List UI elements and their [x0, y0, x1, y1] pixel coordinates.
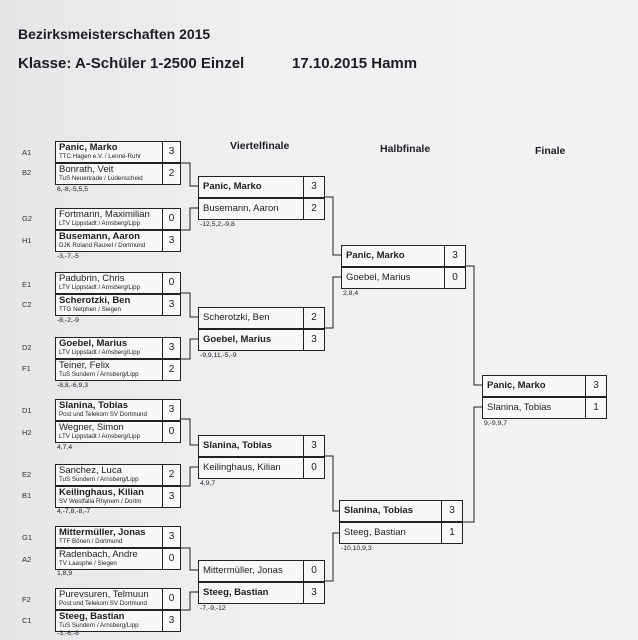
player-club: TuS Sundern / Arnsberg/Lipp [59, 622, 139, 629]
player-name: Scherotzki, Ben [59, 295, 131, 306]
match-result: 2,8,4 [343, 290, 359, 297]
qf-player-bottom [198, 582, 325, 604]
round1-entry [55, 399, 181, 421]
player-score: 0 [162, 422, 180, 442]
match-result: 9,-9,9,7 [484, 420, 508, 427]
round1-entry [55, 141, 181, 163]
player-score: 3 [162, 611, 180, 631]
player-score: 0 [162, 589, 180, 609]
player-name: Padubrin, Chris [59, 273, 125, 284]
player-name: Scherotzki, Ben [203, 312, 270, 323]
final-player-bottom [482, 397, 607, 419]
player-name: Radenbach, Andre [59, 549, 138, 560]
player-score: 3 [162, 487, 180, 507]
match-result: 4,9,7 [200, 480, 216, 487]
player-score: 0 [162, 209, 180, 229]
round-header-semifinal: Halbfinale [380, 143, 431, 155]
player-club: TuS Sundern / Arnsberg/Lipp [59, 476, 139, 483]
seed-label: G2 [22, 214, 33, 223]
player-name: Goebel, Marius [59, 338, 128, 349]
player-club: LTV Lippstadt / Arnsberg/Lipp [59, 349, 141, 356]
player-score: 3 [303, 436, 324, 456]
player-name: Keilinghaus, Kilian [203, 462, 281, 473]
player-score: 0 [162, 273, 180, 293]
player-club: Post und Telekom SV Dortmund [59, 600, 147, 607]
final-player-top [482, 375, 607, 397]
round1-entry [55, 421, 181, 443]
player-name: Panic, Marko [487, 380, 546, 391]
qf-player-top [198, 307, 325, 329]
match-result: -9,9,11,-5,-9 [200, 352, 237, 359]
qf-player-bottom [198, 457, 325, 479]
player-name: Bonrath, Veit [59, 164, 114, 175]
seed-label: E1 [22, 280, 32, 289]
player-score: 3 [162, 527, 180, 547]
match-result: -8,-2,-9 [57, 317, 79, 324]
player-score: 3 [585, 376, 606, 396]
player-score: 3 [441, 501, 462, 521]
player-score: 3 [303, 583, 324, 603]
seed-label: D1 [22, 406, 32, 415]
event-title: Bezirksmeisterschaften 2015 [18, 26, 211, 42]
player-club: Post und Telekom SV Dortmund [59, 411, 147, 418]
qf-player-top [198, 176, 325, 198]
player-score: 0 [303, 561, 324, 581]
player-score: 0 [303, 458, 324, 478]
seed-label: C1 [22, 616, 32, 625]
match-result: 6,-8,-5,5,5 [57, 186, 88, 193]
sf-player-bottom [339, 522, 463, 544]
player-club: TTF Bönen / Dortmund [59, 538, 123, 545]
player-club: TuS Neuenrade / Lüdenscheid [59, 175, 143, 182]
player-club: LTV Lippstadt / Arnsberg/Lipp [59, 433, 141, 440]
player-score: 3 [444, 246, 465, 266]
seed-label: A1 [22, 148, 32, 157]
player-club: TTG Netphen / Siegen [59, 306, 121, 313]
round1-entry [55, 208, 181, 230]
player-score: 0 [444, 268, 465, 288]
match-result: -10,10,9,3 [341, 545, 372, 552]
sf-player-top [341, 245, 466, 267]
player-score: 3 [162, 231, 180, 251]
round1-entry [55, 337, 181, 359]
match-result: -3,-6,-8 [57, 630, 79, 637]
qf-player-bottom [198, 329, 325, 351]
round1-entry [55, 163, 181, 185]
player-score: 2 [303, 308, 324, 328]
player-name: Fortmann, Maximilian [59, 209, 150, 220]
player-name: Keilinghaus, Kilian [59, 487, 144, 498]
seed-label: H1 [22, 236, 32, 245]
player-name: Purevsuren, Telmuun [59, 589, 149, 600]
seed-label: A2 [22, 555, 32, 564]
qf-player-top [198, 560, 325, 582]
player-score: 0 [162, 549, 180, 569]
class-label: Klasse: A-Schüler 1-2500 Einzel [18, 55, 245, 72]
seed-label: G1 [22, 533, 33, 542]
player-name: Slanina, Tobias [59, 400, 128, 411]
qf-player-top [198, 435, 325, 457]
player-name: Wegner, Simon [59, 422, 124, 433]
player-score: 2 [162, 360, 180, 380]
seed-label: B1 [22, 491, 32, 500]
round1-entry [55, 548, 181, 570]
seed-label: E2 [22, 470, 32, 479]
player-club: SV Westfalia Rhynern / Dortm [59, 498, 142, 505]
seed-label: B2 [22, 168, 32, 177]
player-name: Busemann, Aaron [59, 231, 140, 242]
seed-label: D2 [22, 343, 32, 352]
player-club: DJK Roland Rauxel / Dortmund [59, 242, 146, 249]
player-name: Slanina, Tobias [487, 402, 552, 413]
round1-entry [55, 272, 181, 294]
player-name: Busemann, Aaron [203, 203, 279, 214]
seed-label: C2 [22, 300, 32, 309]
player-score: 1 [585, 398, 606, 418]
player-name: Panic, Marko [346, 250, 405, 261]
round1-entry [55, 486, 181, 508]
player-score: 2 [303, 199, 324, 219]
match-result: 4,-7,8,-8,-7 [57, 508, 91, 515]
player-name: Panic, Marko [203, 181, 262, 192]
match-result: -8,8,-6,9,3 [57, 382, 88, 389]
player-score: 3 [162, 142, 180, 162]
player-club: LTV Lippstadt / Arnsberg/Lipp [59, 284, 141, 291]
player-score: 3 [162, 295, 180, 315]
round-header-quarterfinal: Viertelfinale [230, 140, 290, 152]
round1-entry [55, 359, 181, 381]
player-club: TV Laasphe / Siegen [59, 560, 117, 567]
sf-player-bottom [341, 267, 466, 289]
qf-player-bottom [198, 198, 325, 220]
player-name: Mittermüller, Jonas [59, 527, 146, 538]
seed-label: H2 [22, 428, 32, 437]
player-club: TTC Hagen e.V. / Lenne-Ruhr [59, 153, 141, 160]
date-place: 17.10.2015 Hamm [292, 55, 418, 72]
player-name: Steeg, Bastian [59, 611, 125, 622]
player-score: 3 [162, 400, 180, 420]
round1-entry [55, 464, 181, 486]
seed-label: F1 [22, 364, 31, 373]
player-name: Steeg, Bastian [344, 527, 406, 538]
player-name: Teiner, Felix [59, 360, 110, 371]
player-score: 2 [162, 164, 180, 184]
player-name: Slanina, Tobias [344, 505, 413, 516]
match-result: -7,-9,-12 [200, 605, 226, 612]
round1-entry [55, 526, 181, 548]
match-result: 4,7,4 [57, 444, 73, 451]
match-result: -12,5,2,-9,8 [200, 221, 235, 228]
seed-label: F2 [22, 595, 31, 604]
player-score: 3 [162, 338, 180, 358]
player-club: TuS Sundern / Arnsberg/Lipp [59, 371, 139, 378]
sf-player-top [339, 500, 463, 522]
player-score: 1 [441, 523, 462, 543]
player-club: LTV Lippstadt / Arnsberg/Lipp [59, 220, 141, 227]
round-header-final: Finale [535, 145, 566, 157]
player-name: Slanina, Tobias [203, 440, 272, 451]
match-result: 1,8,9 [57, 570, 73, 577]
round1-entry [55, 230, 181, 252]
player-name: Steeg, Bastian [203, 587, 269, 598]
player-score: 3 [303, 177, 324, 197]
round1-entry [55, 610, 181, 632]
player-name: Goebel, Marius [203, 334, 272, 345]
player-score: 3 [303, 330, 324, 350]
match-result: -3,-7,-5 [57, 253, 79, 260]
round1-entry [55, 588, 181, 610]
player-score: 2 [162, 465, 180, 485]
round1-entry [55, 294, 181, 316]
player-name: Mittermüller, Jonas [203, 565, 283, 576]
player-name: Panic, Marko [59, 142, 118, 153]
player-name: Goebel, Marius [346, 272, 411, 283]
player-name: Sanchez, Luca [59, 465, 122, 476]
